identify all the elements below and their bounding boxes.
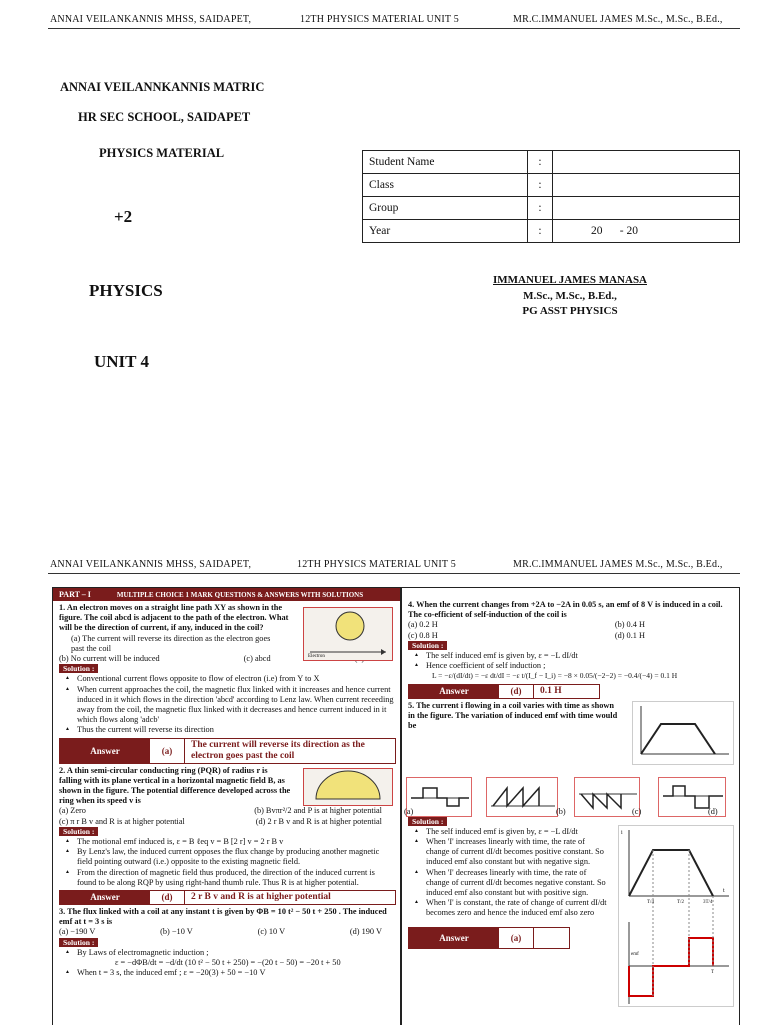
part-banner bbox=[53, 588, 400, 601]
emf-options bbox=[402, 773, 739, 817]
solution-equation: ε = −dΦB/dt = −d/dt (10 t² − 50 t + 250) = −(20 t − 50) = −20 t + 50 bbox=[115, 958, 341, 968]
emf-graph-svg bbox=[575, 778, 642, 816]
question-text: 5. The current i flowing in a coil varies with time as shown in the figure. The variation of induced emf with time would be bbox=[408, 700, 618, 731]
solution-point: ▲ By Laws of electromagnetic induction ; bbox=[59, 948, 396, 958]
option-b: (b) 0.4 H bbox=[614, 620, 645, 630]
header-teacher: MR.C.IMMANUEL JAMES M.Sc., M.Sc., B.Ed., bbox=[513, 559, 723, 570]
solution-label: Solution : bbox=[408, 817, 447, 826]
solution-graph bbox=[618, 825, 734, 1007]
option-c: (c) 0.8 H bbox=[408, 630, 438, 640]
emf-graph-svg bbox=[487, 778, 557, 816]
graph-label: i bbox=[621, 829, 623, 836]
option-a: (a) The current will reverse its direction as the electron goes past the coil bbox=[71, 633, 271, 653]
solution-point: ▲ By Lenz's law, the induced current opposes the flux change by producing another magnetic field pointing outward (i.e.) opposite to the existing magnetic field. bbox=[59, 847, 396, 867]
info-sep: : bbox=[528, 174, 553, 197]
question-4 bbox=[402, 588, 739, 699]
option-c: (c) bbox=[632, 806, 642, 816]
info-row bbox=[363, 220, 740, 243]
question-1 bbox=[53, 601, 400, 764]
header-rule bbox=[48, 28, 740, 29]
question-5 bbox=[402, 701, 739, 773]
solution-equation: L = −ε/(dI/dt) = −ε dt/dI = −ε t/(I_f − I_i) = −8 × 0.05/(−2−2) = −0.4/(−4) = 0.1 H bbox=[432, 671, 678, 681]
left-column bbox=[53, 588, 400, 979]
cover-unit: UNIT 4 bbox=[94, 352, 149, 371]
graph-label: T/4 bbox=[647, 899, 654, 905]
options-row bbox=[59, 806, 396, 816]
solution-point: ▲ The self induced emf is given by, ε = −L dI/dt bbox=[408, 827, 735, 837]
option-b: (b) −10 V bbox=[160, 927, 193, 937]
solution-point: ▲ When current approaches the coil, the magnetic flux linked with it increases and hence current induced in it which flows in the direction 'abcd' according to Lenz law. When current receeding away from the coil, the magnetic flux linked with it decreases and hence current induced in it which flows along 'adcb' bbox=[59, 685, 396, 726]
option-c: (c) 10 V bbox=[257, 927, 286, 937]
current-graph-svg bbox=[633, 702, 733, 764]
solution-label: Solution : bbox=[59, 827, 98, 836]
answer-label: Answer bbox=[60, 739, 150, 763]
solution-label: Solution : bbox=[59, 664, 98, 673]
solution-point: ▲ From the direction of magnetic field thus produced, the direction of the induced current is found to be along RQP by using right-hand thumb rule. Thus R is at higher potential. bbox=[59, 868, 396, 888]
option-d: (d) 190 V bbox=[349, 927, 382, 937]
option-a: (a) −190 V bbox=[59, 927, 96, 937]
answer-text: 0.1 H bbox=[540, 686, 562, 697]
info-row bbox=[363, 151, 740, 174]
info-value[interactable] bbox=[553, 174, 740, 197]
options-row bbox=[408, 620, 735, 630]
option-c: (c) abcd bbox=[243, 654, 271, 664]
answer-option: (d) bbox=[499, 685, 534, 698]
info-value[interactable]: 20 - 20 bbox=[553, 220, 740, 243]
emf-graph-svg bbox=[407, 778, 471, 816]
option-a: (a) bbox=[404, 806, 414, 816]
emf-graph-b bbox=[486, 777, 558, 817]
option-a: (a) 0.2 H bbox=[408, 620, 438, 630]
graph-label: 3T/4 bbox=[703, 899, 713, 905]
header-teacher: MR.C.IMMANUEL JAMES M.Sc., M.Sc., B.Ed., bbox=[513, 14, 723, 25]
graph-label: t bbox=[723, 887, 725, 894]
solution-point: ▲ When 'I' increases linearly with time, the rate of change of current dI/dt becomes positive constant. So induced emf also constant but with negative sign. bbox=[408, 837, 608, 868]
ring-figure bbox=[303, 768, 393, 806]
option-c: (c) π r B v and R is at higher potential bbox=[59, 816, 185, 826]
solution-point: ▲ The motional emf induced is, ε = B ℓeq v = B [2 r] v = 2 r B v bbox=[59, 837, 396, 847]
option-d: (d) 0.1 H bbox=[614, 630, 645, 640]
graph-label: emf bbox=[631, 951, 639, 957]
option-d: (d) bbox=[708, 806, 718, 816]
solution-point: ▲ When 'I' is constant, the rate of change of current dI/dt becomes zero and hence the induced emf also zero bbox=[408, 898, 608, 918]
info-sep: : bbox=[528, 151, 553, 174]
question-3 bbox=[53, 907, 400, 978]
info-label: Group bbox=[363, 197, 528, 220]
option-b: (b) bbox=[556, 806, 566, 816]
answer-option: (a) bbox=[499, 928, 534, 948]
solution-point: ▲ The self induced emf is given by, ε = −L dI/dt bbox=[408, 651, 735, 661]
answer-text: 2 r B v and R is at higher potential bbox=[191, 892, 331, 903]
info-row bbox=[363, 174, 740, 197]
info-label: Year bbox=[363, 220, 528, 243]
author-post: PG ASST PHYSICS bbox=[522, 305, 618, 317]
info-sep: : bbox=[528, 197, 553, 220]
option-b: (b) No current will be induced bbox=[59, 654, 160, 664]
question-text: 3. The flux linked with a coil at any instant t is given by ΦB = 10 t² − 50 t + 250 . The induced emf at t = 3 s is bbox=[59, 907, 387, 927]
solution-label: Solution : bbox=[59, 938, 98, 947]
answer-box bbox=[408, 927, 570, 949]
author-name: IMMANUEL JAMES MANASA bbox=[493, 274, 647, 286]
emf-graph-a bbox=[406, 777, 472, 817]
solution-point: ▲ Hence coefficient of self induction ; bbox=[408, 661, 735, 671]
info-row bbox=[363, 197, 740, 220]
info-label: Student Name bbox=[363, 151, 528, 174]
info-sep: : bbox=[528, 220, 553, 243]
question-2 bbox=[53, 766, 400, 905]
options-row bbox=[59, 927, 396, 937]
solution-point: ▲ Conventional current flows opposite to flow of electron (i.e) from Y to X bbox=[59, 674, 396, 684]
answer-box bbox=[408, 684, 600, 699]
question-text: 1. An electron moves on a straight line path XY as shown in the figure. The coil abcd is adjacent to the path of the electron. What will be the direction of current, if any, induced in the coil? bbox=[59, 603, 289, 633]
ring-diagram bbox=[304, 769, 392, 805]
solution-label: Solution : bbox=[408, 641, 447, 650]
graph-label: T bbox=[711, 969, 715, 975]
answer-label: Answer bbox=[409, 928, 499, 948]
answer-label: Answer bbox=[409, 685, 499, 698]
fig-label: Electron bbox=[308, 654, 325, 659]
solution-point: ▲ When t = 3 s, the induced emf ; ε = −20(3) + 50 = −10 V bbox=[59, 968, 396, 978]
option-a: (a) Zero bbox=[59, 806, 86, 816]
graph-label: T/2 bbox=[677, 899, 684, 905]
header-material: 12TH PHYSICS MATERIAL UNIT 5 bbox=[300, 14, 459, 25]
option-b: (b) Bvπr²/2 and P is at higher potential bbox=[254, 806, 382, 816]
cover-grade: +2 bbox=[114, 207, 133, 226]
answer-box bbox=[59, 890, 396, 905]
info-label: Class bbox=[363, 174, 528, 197]
cover-school-line2: HR SEC SCHOOL, SAIDAPET bbox=[78, 110, 251, 124]
solution-point: ▲ Thus the current will reverse its direction bbox=[59, 725, 396, 735]
right-column bbox=[402, 588, 739, 975]
part-label: PART – I bbox=[59, 590, 91, 599]
header-rule bbox=[48, 573, 740, 574]
current-graph bbox=[632, 701, 734, 765]
cover-school-line1: ANNAI VEILANNKANNIS MATRIC bbox=[60, 80, 265, 94]
option-d: (d) 2 r B v and R is at higher potential bbox=[255, 816, 382, 826]
part-title: MULTIPLE CHOICE 1 MARK QUESTIONS & ANSWERS WITH SOLUTIONS bbox=[116, 591, 364, 599]
answer-box bbox=[59, 738, 396, 764]
question-text: 2. A thin semi-circular conducting ring (PQR) of radius r is falling with its plane vertical in a horizontal magnetic field B, as shown in the figure. The potential difference developed across the ring when its speed v is bbox=[59, 765, 291, 806]
options-row bbox=[408, 631, 735, 641]
answer-label: Answer bbox=[60, 891, 150, 904]
header-material: 12TH PHYSICS MATERIAL UNIT 5 bbox=[297, 559, 456, 570]
coil-figure bbox=[303, 607, 393, 661]
cover-subject: PHYSICS bbox=[89, 281, 163, 300]
answer-option: (d) bbox=[150, 891, 185, 904]
info-value[interactable] bbox=[553, 197, 740, 220]
student-info-table bbox=[362, 150, 740, 243]
question-5-solution bbox=[402, 816, 739, 975]
author-degree: M.Sc., M.Sc., B.Ed., bbox=[523, 290, 617, 302]
options-row bbox=[59, 817, 396, 827]
header-school: ANNAI VEILANKANNIS MHSS, SAIDAPET, bbox=[50, 14, 252, 25]
solution-graph-svg bbox=[619, 826, 733, 1006]
info-value[interactable] bbox=[553, 151, 740, 174]
header-school: ANNAI VEILANKANNIS MHSS, SAIDAPET, bbox=[50, 559, 252, 570]
answer-option: (a) bbox=[150, 739, 185, 763]
emf-graph-c bbox=[574, 777, 640, 817]
cover-material: PHYSICS MATERIAL bbox=[99, 146, 225, 160]
question-text: 4. When the current changes from +2A to −2A in 0.05 s, an emf of 8 V is induced in a coil. The co-efficient of self-induction of the coil is bbox=[408, 600, 723, 620]
answer-text: The current will reverse its direction as the electron goes past the coil bbox=[191, 739, 365, 761]
question-page bbox=[52, 587, 740, 1025]
solution-point: ▲ When 'I' decreases linearly with time, the rate of change of current dI/dt becomes negative constant. So induced emf also constant but with positive sign. bbox=[408, 868, 608, 899]
